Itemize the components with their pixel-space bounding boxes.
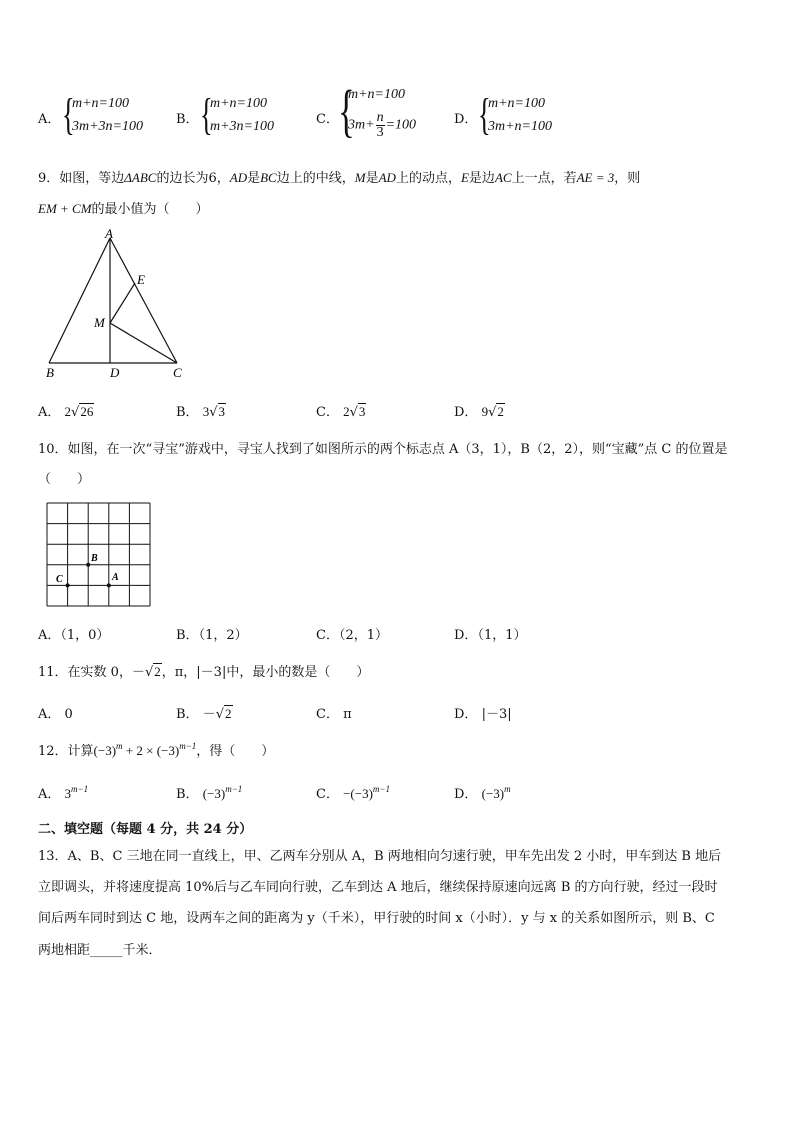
q13-line1: 13．A、B、C 三地在同一直线上，甲、乙两车分别从 A，B 两地相向匀速行驶，甲车先出发 2 小时，甲车到达 B 地后 (38, 849, 722, 864)
q10-label-a: A (112, 572, 119, 583)
q8-option-c-eq1: m+n=100 (348, 87, 406, 102)
q9-label-b: B (46, 365, 54, 380)
section-title-fill-in: 二、填空题（每题 4 分，共 24 分） (38, 822, 253, 837)
q12-option-d: D． $(-3)^m$ (454, 784, 511, 802)
q9-option-d: D． 9√2 (454, 404, 504, 420)
q9-label-m: M (94, 315, 105, 330)
q9-option-b: B． 3√3 (176, 404, 225, 420)
q13-line4: 两地相距_____千米． (38, 943, 162, 958)
q9-label-a: A (105, 226, 113, 241)
q11-stem: 11．在实数 0，－√2，π，|－3|中，最小的数是（ ） (38, 664, 370, 680)
q10-point-b (86, 563, 90, 567)
q13-line2: 立即调头，并将速度提高 10%后与乙车同向行驶，乙车到达 A 地后，继续保持原速向远离 B 的方向行驶，经过一段时 (38, 880, 718, 895)
q8-option-b-brace: { (200, 90, 213, 139)
q13-answer-blank[interactable]: _____ (90, 943, 123, 958)
q12-option-a: A． $3^{m-1}$ (38, 784, 89, 802)
q8-option-a-label: A． (38, 112, 61, 127)
q8-option-b-eq1: m+n=100 (210, 96, 268, 111)
q12-option-b: B． $(-3)^{m-1}$ (176, 784, 243, 802)
q10-option-a: A．（1，0） (38, 628, 110, 643)
q8-option-a-eq2: 3m+3n=100 (72, 119, 144, 134)
q9-side-ab (49, 238, 110, 363)
q10-option-c: C．（2，1） (316, 628, 388, 643)
q8-option-b-label: B． (176, 112, 199, 127)
q9-stem-line2: EM + CM的最小值为（ ） (38, 201, 209, 217)
q12-option-c: C． $-(-3)^{m-1}$ (316, 784, 390, 802)
q9-stem-line1: 9．如图，等边ΔABC的边长为6，AD是BC边上的中线，M是AD上的动点，E是边AC上一点，若AE = 3，则 (38, 170, 641, 186)
q8-option-d-label: D． (454, 112, 478, 127)
q11-option-b: B． －√2 (176, 706, 232, 722)
q10-stem-line1: 10．如图，在一次“寻宝”游戏中，寻宝人找到了如图所示的两个标志点 A（3，1），B（2，2），则“宝藏”点 C 的位置是 (38, 442, 728, 457)
q9-label-e: E (137, 272, 145, 287)
q8-option-a-brace: { (62, 90, 75, 139)
q8-option-c-brace: { (338, 78, 355, 143)
q9-option-a: A． 2√26 (38, 404, 94, 420)
q8-option-d-brace: { (478, 90, 491, 139)
q10-grid-figure (46, 502, 152, 608)
q10-grid-lines (47, 503, 150, 606)
q8-option-a-eq1: m+n=100 (72, 96, 130, 111)
q9-side-ac (110, 238, 177, 363)
q9-segment-me (110, 283, 135, 323)
q10-point-a (107, 583, 111, 587)
q8-option-d-eq1: m+n=100 (488, 96, 546, 111)
q10-stem-line2: （ ） (38, 472, 91, 487)
q9-label-d: D (110, 365, 120, 380)
q11-option-a: A． 0 (38, 707, 73, 722)
q10-point-c (66, 583, 70, 587)
q9-option-c: C． 2√3 (316, 404, 366, 420)
q9-triangle-figure (40, 226, 200, 382)
q13-line3: 间后两车同时到达 C 地，设两车之间的距离为 y（千米），甲行驶的时间 x（小时）．y 与 x 的关系如图所示，则 B、C (38, 911, 715, 926)
q12-stem: 12．计算$(-3)^m + 2 \times (-3)^{m-1}$，得（ ） (38, 741, 275, 759)
q10-label-c: C (56, 574, 63, 585)
q10-label-b: B (91, 553, 98, 564)
q8-option-c-eq2: 3m+ $\frac{n}{3}$ =100 (348, 110, 417, 140)
q9-label-c: C (173, 365, 182, 380)
q8-option-b-eq2: m+3n=100 (210, 119, 275, 134)
q11-option-d: D． |－3| (454, 707, 512, 722)
q8-option-d-eq2: 3m+n=100 (488, 119, 553, 134)
q11-option-c: C． π (316, 707, 352, 722)
q10-option-d: D．（1，1） (454, 628, 527, 643)
q8-option-c-label: C． (316, 112, 339, 127)
q10-option-b: B．（1，2） (176, 628, 248, 643)
